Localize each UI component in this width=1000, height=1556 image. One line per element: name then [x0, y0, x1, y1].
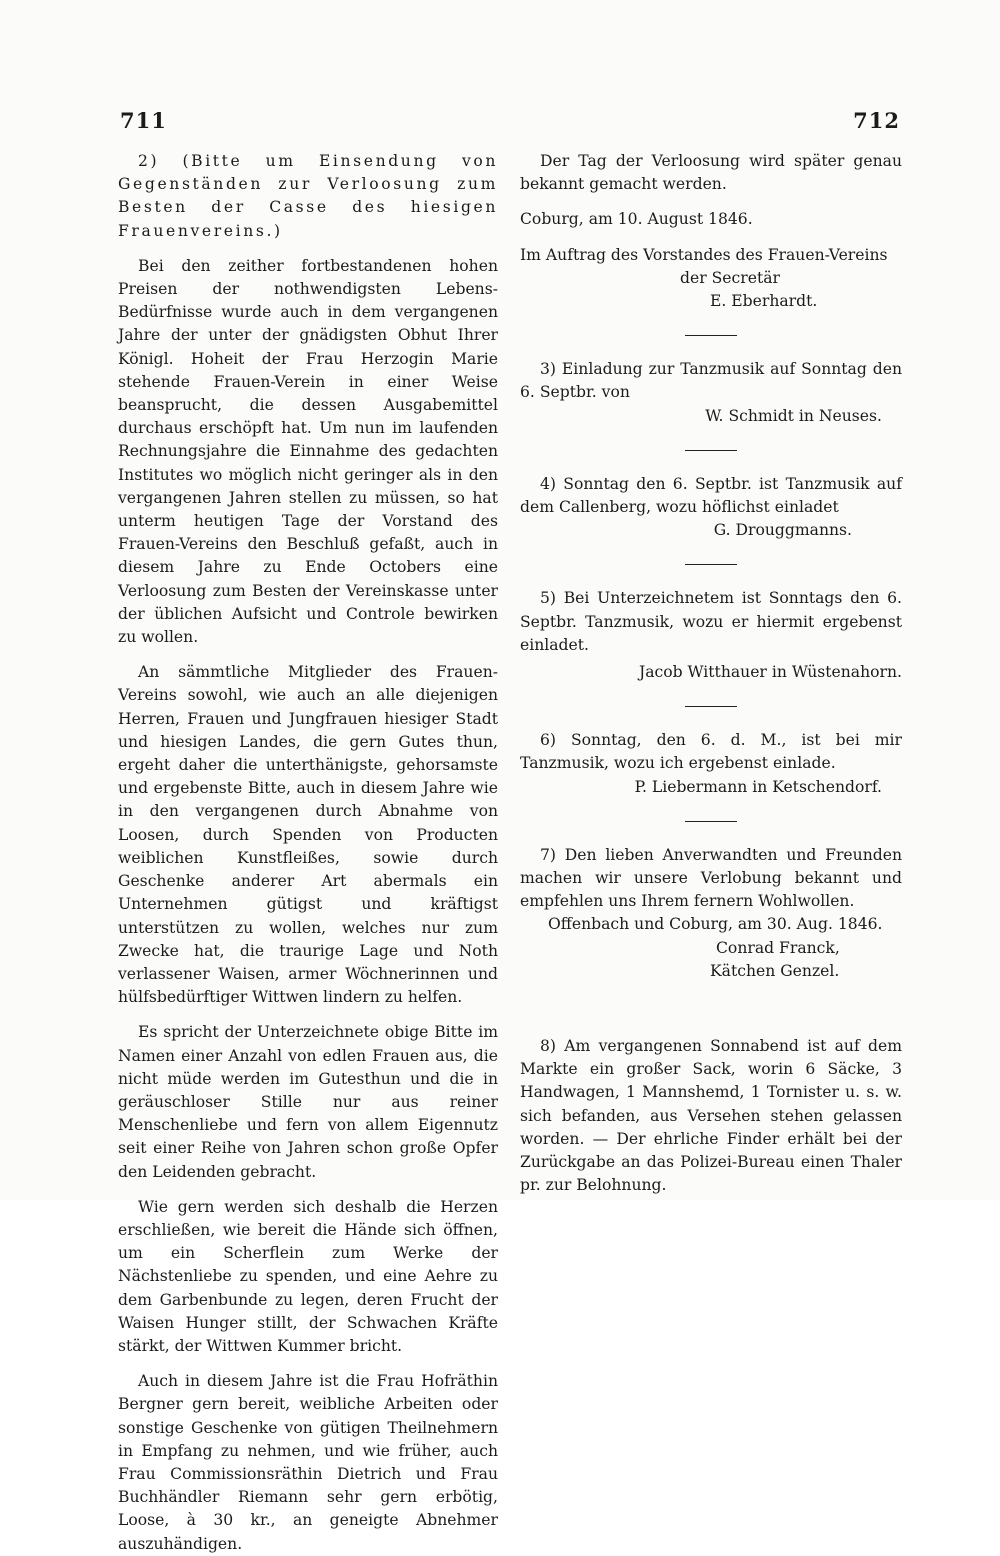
notice-4-signature: G. Drouggmanns.	[713, 521, 852, 540]
separator-rule	[685, 706, 737, 707]
notice-7-text: 7) Den lieben Anverwandten und Freunden machen wir unsere Verlobung bekannt und empfehlen uns Ihrem fernern Wohlwollen.	[520, 845, 902, 911]
notice-3-signature: W. Schmidt in Neuses.	[705, 406, 882, 425]
notice-5-text: 5) Bei Unterzeichnetem ist Sonntags den 6. Septbr. Tanzmusik, wozu er hiermit ergebenst einladet.	[520, 589, 902, 654]
notice-7-name-1: Conrad Franck,	[716, 938, 840, 957]
notice-6-signature: P. Liebermann in Ketschendorf.	[634, 777, 882, 796]
notice-2-heading: 2) (Bitte um Einsendung von Gegenständen zur Verloosung zum Besten der Casse des hiesigen Frauenvereins.)	[118, 152, 498, 240]
notice-3-text: 3) Einladung zur Tanzmusik auf Sonntag den 6. Septbr. von	[520, 360, 902, 402]
notice-7-place-date: Offenbach und Coburg, am 30. Aug. 1846.	[548, 915, 883, 934]
notice-7-name-2: Kätchen Genzel.	[710, 961, 840, 980]
notice-5-signature: Jacob Witthauer in Wüstenahorn.	[638, 663, 902, 682]
right-column	[520, 150, 902, 1198]
separator-rule	[685, 821, 737, 822]
notice-2-paragraph: Wie gern werden sich deshalb die Herzen erschließen, wie bereit die Hände sich öffnen, um ein Scherflein zum Werke der Nächstenliebe zu spenden, und eine Aehre zu dem Garbenbunde zu legen, deren Frucht der Waisen Hunger stillt, der Schwachen Kräfte stärkt, der Wittwen Kummer bricht.	[118, 1197, 498, 1355]
notice-2-signer-name: E. Eberhardt.	[710, 292, 818, 311]
left-column	[118, 150, 498, 1556]
notice-2-commission: Im Auftrag des Vorstandes des Frauen-Vereins	[520, 245, 888, 264]
notice-2-date: Coburg, am 10. August 1846.	[520, 210, 753, 229]
notice-4-text: 4) Sonntag den 6. Septbr. ist Tanzmusik auf dem Callenberg, wozu höflichst einladet	[520, 474, 902, 517]
page-number-left: 711	[120, 108, 167, 133]
notice-2-paragraph: An sämmtliche Mitglieder des Frauen-Vereins sowohl, wie auch an alle diejenigen Herren, Frauen und Jungfrauen hiesiger Stadt und hiesigen Landes, die gern Gutes thun, ergeht daher die unterthänigste, gehorsamste und ergebenste Bitte, auch in diesem Jahre wie in den vergangenen durch Abnahme von Loosen, durch Spenden von Producten weiblichen Kunstfleißes, sowie durch Geschenke anderer Art abermals ein Unternehmen gütigst und kräftigst unterstützen zu wollen, welches nur zum Zwecke hat, die traurige Lage und Noth verlassener Waisen, armer Wöchnerinnen und hülfsbedürftiger Wittwen lindern zu helfen.	[118, 663, 498, 1007]
notice-8-text: 8) Am vergangenen Sonnabend ist auf dem Markte ein großer Sack, worin 6 Säcke, 3 Handwagen, 1 Mannshemd, 1 Tornister u. s. w. sich befanden, aus Versehen stehen gelassen worden. — Der ehrliche Finder erhält bei der Zurückgabe an das Polizei-Bureau einen Thaler pr. zur Belohnung.	[520, 1037, 902, 1195]
notice-2-paragraph: Bei den zeither fortbestandenen hohen Preisen der nothwendigsten Lebens-Bedürfnisse wurde auch in dem vergangenen Jahre der unter der gnädigsten Obhut Ihrer Königl. Hoheit der Frau Herzogin Marie stehende Frauen-Verein in einer Weise beansprucht, die dessen Ausgabemittel durchaus erschöpft hat. Um nun im laufenden Rechnungsjahre die Einnahme des gedachten Institutes wo möglich nicht geringer als in den vergangenen Jahren stellen zu müssen, so hat unterm heutigen Tage der Vorstand des Frauen-Vereins den Beschluß gefaßt, auch in diesem Jahre zu Ende Octobers eine Verloosung zum Besten der Vereinskasse unter der üblichen Aufsicht und Controle bewirken zu wollen.	[118, 256, 498, 647]
separator-rule	[685, 564, 737, 565]
notice-2-continuation: Der Tag der Verloosung wird später genau bekannt gemacht werden.	[520, 152, 902, 194]
page-number-right: 712	[853, 108, 900, 133]
notice-6-text: 6) Sonntag, den 6. d. M., ist bei mir Tanzmusik, wozu ich ergebenst einlade.	[520, 731, 902, 773]
separator-rule	[685, 335, 737, 336]
notice-2-paragraph: Es spricht der Unterzeichnete obige Bitte im Namen einer Anzahl von edlen Frauen aus, die nicht müde werden im Gutesthun und die in geräuschloser Stille nur aus reiner Menschenliebe und fern von allem Eigennutz seit einer Reihe von Jahren schon große Opfer den Leidenden gebracht.	[118, 1023, 498, 1181]
notice-2-signer-role: der Secretär	[680, 268, 780, 287]
notice-2-paragraph: Auch in diesem Jahre ist die Frau Hofräthin Bergner gern bereit, weibliche Arbeiten oder sonstige Geschenke von gütigen Theilnehmern in Empfang zu nehmen, und wie früher, auch Frau Commissionsräthin Dietrich und Frau Buchhändler Riemann sehr gern erbötig, Loose, à 30 kr., an geneigte Abnehmer auszuhändigen.	[118, 1372, 498, 1553]
separator-rule	[685, 450, 737, 451]
